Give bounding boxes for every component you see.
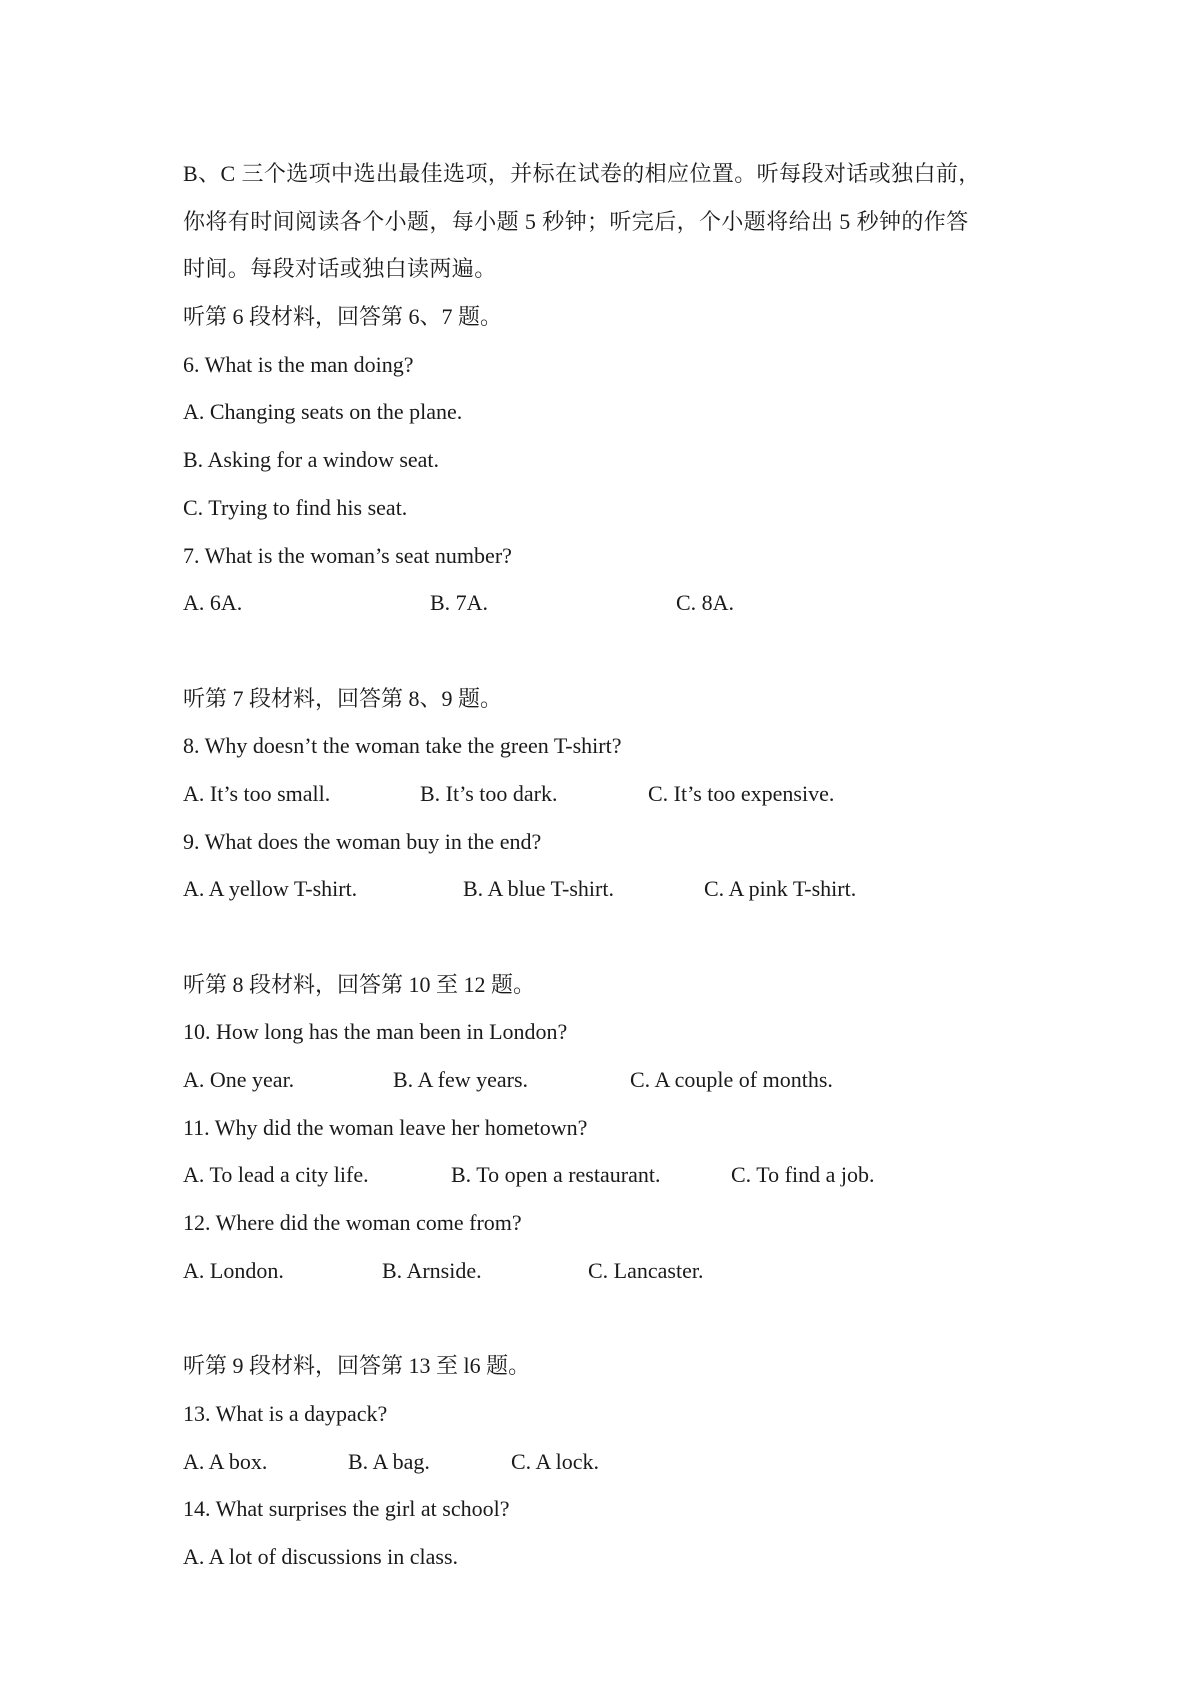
- option-c: C. Trying to find his seat.: [183, 494, 408, 520]
- intro-line: 时间。每段对话或独白读两遍。: [183, 256, 497, 282]
- option-b: B. To open a restaurant.: [451, 1162, 661, 1188]
- option-b: B. 7A.: [430, 590, 489, 616]
- options-row: [183, 865, 1033, 913]
- question-stem: 8. Why doesn’t the woman take the green T-shirt?: [183, 733, 622, 759]
- options-row: [183, 1247, 1033, 1295]
- option-c: C. A couple of months.: [630, 1067, 833, 1093]
- option-a: A. A lot of discussions in class.: [183, 1543, 459, 1569]
- question-stem: 7. What is the woman’s seat number?: [183, 542, 512, 568]
- question-stem: 12. Where did the woman come from?: [183, 1210, 522, 1236]
- options-row: [183, 1438, 1033, 1486]
- option-c: C. To find a job.: [731, 1162, 875, 1188]
- spacer: [183, 627, 1033, 675]
- option-b: B. A blue T-shirt.: [463, 876, 614, 902]
- option-b: B. Asking for a window seat.: [183, 447, 440, 473]
- option-b: B. A few years.: [393, 1067, 529, 1093]
- section-heading: 听第 9 段材料，回答第 13 至 l6 题。: [183, 1353, 531, 1379]
- option-a: A. 6A.: [183, 590, 243, 616]
- option-a: A. A box.: [183, 1448, 268, 1474]
- question-stem: 13. What is a daypack?: [183, 1400, 388, 1426]
- spacer: [183, 913, 1033, 961]
- option-b: B. Arnside.: [382, 1257, 482, 1283]
- option-c: C. A lock.: [511, 1448, 600, 1474]
- exam-page: [183, 150, 1033, 1581]
- option-a: A. One year.: [183, 1067, 295, 1093]
- option-a: A. To lead a city life.: [183, 1162, 369, 1188]
- option-b: B. A bag.: [348, 1448, 430, 1474]
- option-c: C. It’s too expensive.: [648, 780, 835, 806]
- options-row: [183, 770, 1033, 818]
- option-c: C. A pink T-shirt.: [704, 876, 857, 902]
- option-b: B. It’s too dark.: [420, 780, 558, 806]
- question-stem: 11. Why did the woman leave her hometown?: [183, 1114, 588, 1140]
- spacer: [183, 1295, 1033, 1343]
- option-a: A. A yellow T-shirt.: [183, 876, 358, 902]
- option-c: C. Lancaster.: [588, 1257, 704, 1283]
- section-heading: 听第 6 段材料，回答第 6、7 题。: [183, 304, 503, 330]
- options-row: [183, 1056, 1033, 1104]
- section-heading: 听第 8 段材料，回答第 10 至 12 题。: [183, 971, 536, 997]
- question-stem: 6. What is the man doing?: [183, 351, 414, 377]
- options-row: [183, 579, 1033, 627]
- option-c: C. 8A.: [676, 590, 735, 616]
- option-a: A. It’s too small.: [183, 780, 331, 806]
- intro-line: B、C 三个选项中选出最佳选项，并标在试卷的相应位置。听每段对话或独白前，: [183, 161, 981, 186]
- intro-line: 你将有时间阅读各个小题，每小题 5 秒钟；听完后，个小题将给出 5 秒钟的作答: [183, 208, 969, 234]
- option-a: A. London.: [183, 1257, 284, 1283]
- question-stem: 9. What does the woman buy in the end?: [183, 828, 542, 854]
- options-row: [183, 1151, 1033, 1199]
- section-heading: 听第 7 段材料，回答第 8、9 题。: [183, 685, 503, 711]
- question-stem: 10. How long has the man been in London?: [183, 1019, 568, 1045]
- option-a: A. Changing seats on the plane.: [183, 399, 463, 425]
- question-stem: 14. What surprises the girl at school?: [183, 1496, 510, 1522]
